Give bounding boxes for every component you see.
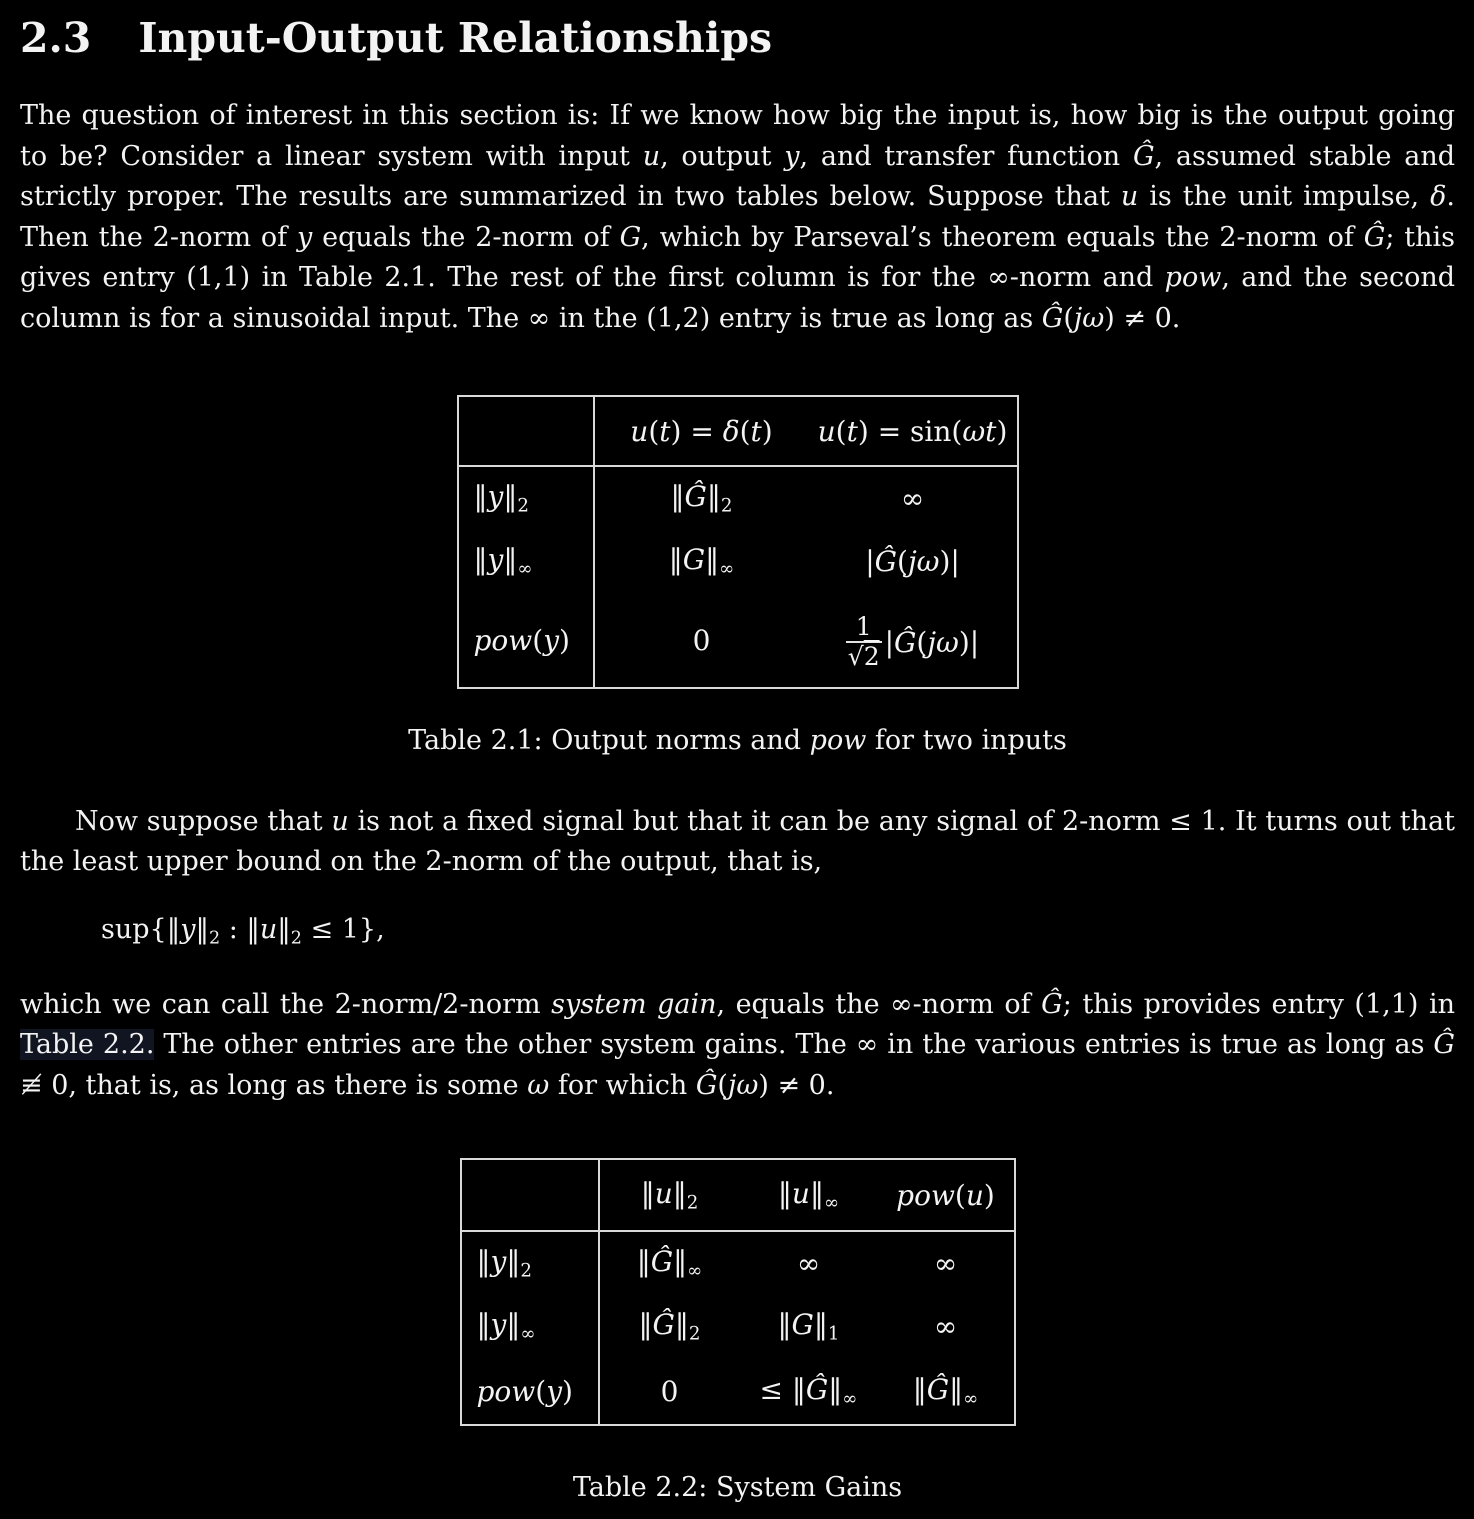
text-run: 2 (208, 927, 221, 948)
text-run: ‖ (777, 1308, 792, 1342)
text-run: ; this gives entry (1,1) in Table 2.1. The rest of the first column is for the ∞-norm and (20, 221, 1455, 294)
text-run: The question of interest in this section is: If we know how big the input is, how big is the output going to be? Consider a linear system with input (20, 100, 1455, 172)
table2-header-u2 (599, 1159, 740, 1231)
text-run: : (220, 913, 247, 945)
text-run: ) = sin( (857, 414, 963, 448)
text-run: ( (954, 1178, 966, 1212)
text-run: t (750, 414, 762, 448)
text-run: )| (958, 625, 980, 659)
text-run: ‖ (195, 913, 209, 945)
table1-cell-r1c1 (594, 466, 809, 529)
text-run: ‖ (506, 1308, 521, 1342)
text-run: y (784, 140, 800, 172)
table2-header-powu (878, 1159, 1015, 1231)
text-run: , output (660, 140, 785, 172)
text-run: 0 (692, 623, 711, 657)
text-run: pow (896, 1178, 955, 1212)
text-run: ∞ (823, 1192, 840, 1214)
text-run: ∞ (520, 1323, 536, 1345)
text-run: ‖ (166, 913, 181, 945)
text-run: ∞ (719, 558, 735, 580)
text-run: ‖ (912, 1373, 927, 1407)
text-run: G (619, 221, 642, 253)
table-2-2-link[interactable]: Table 2.2. (20, 1029, 155, 1061)
text-run: , which by Parseval’s theorem equals the 2-norm of (641, 221, 1364, 253)
text-run: | (884, 625, 895, 659)
text-run: for which (549, 1069, 696, 1101)
text-run: ‖ (777, 1177, 792, 1211)
section-title: Input-Output Relationships (138, 14, 773, 62)
text-run: Ĝ (1041, 302, 1064, 334)
text-run: ‖ (246, 913, 260, 945)
text-run: ‖ (809, 1177, 824, 1211)
text-run: ) = (670, 414, 723, 448)
text-run: 2 (688, 1323, 701, 1345)
text-run: jω (727, 1069, 759, 1101)
table2-cell-r1c2 (740, 1231, 878, 1294)
text-run: ‖ (668, 542, 683, 576)
text-run: Ĝ (894, 625, 917, 659)
text-run: ( (916, 625, 928, 659)
table1-row-yinfnorm (458, 529, 1018, 593)
text-run: ‖ (476, 1308, 491, 1342)
table2-caption (20, 1472, 1455, 1504)
text-run: Ĝ (926, 1373, 950, 1407)
table2-label-yinf (461, 1294, 599, 1358)
text-run: for two inputs (866, 725, 1067, 757)
text-run: ( (835, 414, 847, 448)
text-run: ≢ 0, that is, as long as there is some (20, 1069, 528, 1101)
text-run: which we can call the 2-norm/2-norm (20, 988, 552, 1020)
text-run: 2 (720, 495, 733, 517)
fraction-denominator (846, 641, 882, 671)
text-run: ‖ (503, 542, 518, 576)
text-run: ‖ (828, 1373, 843, 1407)
output-norms-table (457, 395, 1019, 689)
text-run: ) ≠ 0. (1104, 302, 1181, 334)
text-run: Ĝ (1041, 988, 1063, 1020)
table1-header-impulse (594, 396, 809, 466)
text-run: 2 (686, 1192, 699, 1214)
text-run: Ĝ (1433, 1029, 1455, 1061)
text-run: ( (535, 1374, 547, 1408)
text-run: is not a fixed signal but that it can be any signal of 2-norm ≤ 1. It turns out that the least upper bound on the 2-norm of the output, that is, (20, 805, 1455, 878)
fraction (846, 613, 882, 671)
text-run: ‖ (638, 1308, 653, 1342)
text-run: ‖ (473, 542, 488, 576)
text-run: ωt (962, 414, 997, 448)
text-run: ) (562, 1374, 573, 1408)
text-run: pow (809, 725, 867, 757)
text-run: G (682, 542, 706, 576)
text-run: ‖ (674, 1308, 689, 1342)
table2-cell-r2c2 (740, 1294, 878, 1358)
table1-caption (20, 725, 1455, 757)
text-run: ‖ (506, 1245, 521, 1279)
text-run: is the unit impulse, (1138, 181, 1431, 213)
text-run: Table 2.1: Output norms and (408, 725, 810, 757)
text-run: ‖ (503, 479, 518, 513)
text-run: pow (476, 1374, 536, 1408)
text-run: y (490, 1245, 507, 1279)
text-run: δ (1430, 181, 1447, 213)
text-run: y (297, 221, 313, 253)
sup-formula (101, 910, 1455, 958)
text-run: ∞ (687, 1260, 703, 1282)
text-run: ) (559, 623, 570, 657)
table1-cell-r3c1 (594, 593, 809, 688)
text-run: ∞ (796, 1246, 821, 1280)
text-run: ) (983, 1178, 995, 1212)
text-run: ( (532, 623, 544, 657)
fraction-magnitude-term (885, 626, 980, 659)
text-run: G (791, 1308, 814, 1342)
text-run: ‖ (476, 1245, 491, 1279)
text-run: ‖ (813, 1308, 828, 1342)
text-run: Ĝ (650, 1245, 674, 1279)
table1-row-y2norm (458, 466, 1018, 529)
text-run: Ĝ (805, 1373, 829, 1407)
table1-label-y2 (458, 466, 594, 529)
text-run: Ĝ (652, 1308, 675, 1342)
text-run: Ĝ (695, 1069, 718, 1101)
paragraph-now-suppose (20, 802, 1455, 883)
fraction-expression (846, 613, 979, 671)
text-run: ∞ (933, 1246, 958, 1280)
table2-header-row (461, 1159, 1015, 1231)
text-run: ≤ 1}, (301, 913, 385, 945)
text-run: Ĝ (874, 544, 897, 578)
text-run: ( (897, 544, 908, 578)
text-run: u (654, 1177, 673, 1211)
text-run: u (259, 913, 278, 945)
text-run: ( (648, 414, 660, 448)
text-run: ∞ (933, 1309, 958, 1343)
text-run: √ (847, 642, 864, 672)
text-run: | (865, 544, 875, 578)
section-number: 2.3 (20, 14, 92, 62)
text-run: 2 (517, 495, 529, 517)
text-run: y (543, 623, 560, 657)
text-run: y (487, 479, 504, 513)
text-run: 0 (660, 1374, 679, 1408)
table2-cell-r3c2 (740, 1358, 878, 1425)
text-run: equals the 2-norm of (312, 221, 620, 253)
text-run: y (180, 913, 196, 945)
text-run: ‖ (277, 913, 291, 945)
text-run: ≤ ‖ (759, 1373, 806, 1407)
table1-cell-r3c2 (809, 593, 1018, 688)
table1-label-pow (458, 593, 594, 688)
text-run: y (487, 542, 504, 576)
text-run: ‖ (673, 1245, 688, 1279)
paragraph-intro (20, 96, 1455, 339)
text-run: system gain (551, 988, 717, 1020)
text-run: pow (473, 623, 533, 657)
section-heading (20, 10, 1455, 63)
text-run: jω (927, 625, 959, 659)
text-run: ‖ (640, 1177, 655, 1211)
text-run: y (546, 1374, 563, 1408)
text-run: u (791, 1177, 810, 1211)
table1-row-pow (458, 593, 1018, 688)
table1-cell-r2c2 (809, 529, 1018, 593)
table1-header-sinusoid (809, 396, 1018, 466)
text-run: ‖ (672, 1177, 687, 1211)
text-run: u (630, 414, 649, 448)
table2-corner-cell (461, 1159, 599, 1231)
text-run: , assumed stable and strictly proper. The results are summarized in two tables below. Suppose that (20, 140, 1455, 213)
table2-header-uinf (740, 1159, 878, 1231)
table1-label-yinf (458, 529, 594, 593)
table2-label-pow (461, 1358, 599, 1425)
text-run: u (642, 140, 661, 172)
text-run: t (659, 414, 671, 448)
text-run: ( (717, 1069, 728, 1101)
text-run: 1 (827, 1323, 840, 1345)
text-run: ∞ (963, 1388, 979, 1410)
table2-cell-r2c1 (599, 1294, 740, 1358)
text-run: ( (739, 414, 751, 448)
text-run: . Then the 2-norm of (20, 181, 1455, 253)
text-run: y (490, 1308, 507, 1342)
table2-row-y2norm (461, 1231, 1015, 1294)
text-run: t (846, 414, 858, 448)
text-run: ‖ (670, 479, 685, 513)
text-run: Ĝ (1363, 221, 1386, 253)
text-run: ‖ (706, 479, 721, 513)
text-run: δ (722, 414, 740, 448)
text-run: u (817, 414, 836, 448)
text-run: ‖ (949, 1373, 964, 1407)
system-gains-table (460, 1158, 1016, 1426)
table2-cell-r2c3 (878, 1294, 1015, 1358)
text-run: ; this provides entry (1,1) in (1062, 988, 1455, 1020)
table2-cell-r1c3 (878, 1231, 1015, 1294)
table2-label-y2 (461, 1231, 599, 1294)
text-run: pow (1164, 262, 1222, 294)
paragraph-system-gain (20, 985, 1455, 1107)
text-run: )| (939, 544, 960, 578)
text-run: ‖ (705, 542, 720, 576)
table1-corner-cell (458, 396, 594, 466)
text-run: ∞ (517, 558, 533, 580)
text-run: Ĝ (684, 479, 707, 513)
text-run: , and the second column is for a sinusoidal input. The ∞ in the (1,2) entry is true as long as (20, 262, 1455, 334)
table2-row-pow (461, 1358, 1015, 1425)
text-run: u (331, 805, 349, 837)
text-run: , equals the ∞-norm of (716, 988, 1042, 1020)
text-run: 2 (290, 927, 302, 948)
text-run: Now suppose that (75, 805, 332, 837)
table2-row-yinfnorm (461, 1294, 1015, 1358)
text-run: ‖ (636, 1245, 651, 1279)
text-run: 2 (520, 1260, 532, 1282)
text-run: ) (761, 414, 773, 448)
text-run: , and transfer function (799, 140, 1133, 172)
text-run: ∞ (842, 1388, 858, 1410)
text-run: ∞ (900, 481, 925, 515)
text-run: ( (1063, 302, 1074, 334)
table2-cell-r3c3 (878, 1358, 1015, 1425)
text-run: The other entries are the other system gains. The ∞ in the various entries is true as long as (154, 1029, 1434, 1061)
fraction-numerator: 1 (855, 612, 872, 642)
table1-header-row (458, 396, 1018, 466)
table1-cell-r1c2 (809, 466, 1018, 529)
text-run: ) ≠ 0. (758, 1069, 835, 1101)
table2-cell-r1c1 (599, 1231, 740, 1294)
table1-cell-r2c1 (594, 529, 809, 593)
text-run: u (965, 1178, 984, 1212)
text-run: Table 2.2: System Gains (572, 1472, 903, 1504)
text-run: ) (996, 414, 1008, 448)
text-run: ω (527, 1069, 550, 1101)
text-run: Ĝ (1132, 140, 1155, 172)
table2-cell-r3c1 (599, 1358, 740, 1425)
text-run: u (1120, 181, 1139, 213)
text-run: sup{ (101, 913, 167, 945)
text-run: 2 (863, 642, 880, 672)
text-run: ‖ (473, 479, 488, 513)
text-run: jω (1073, 302, 1105, 334)
text-run: jω (907, 544, 940, 578)
